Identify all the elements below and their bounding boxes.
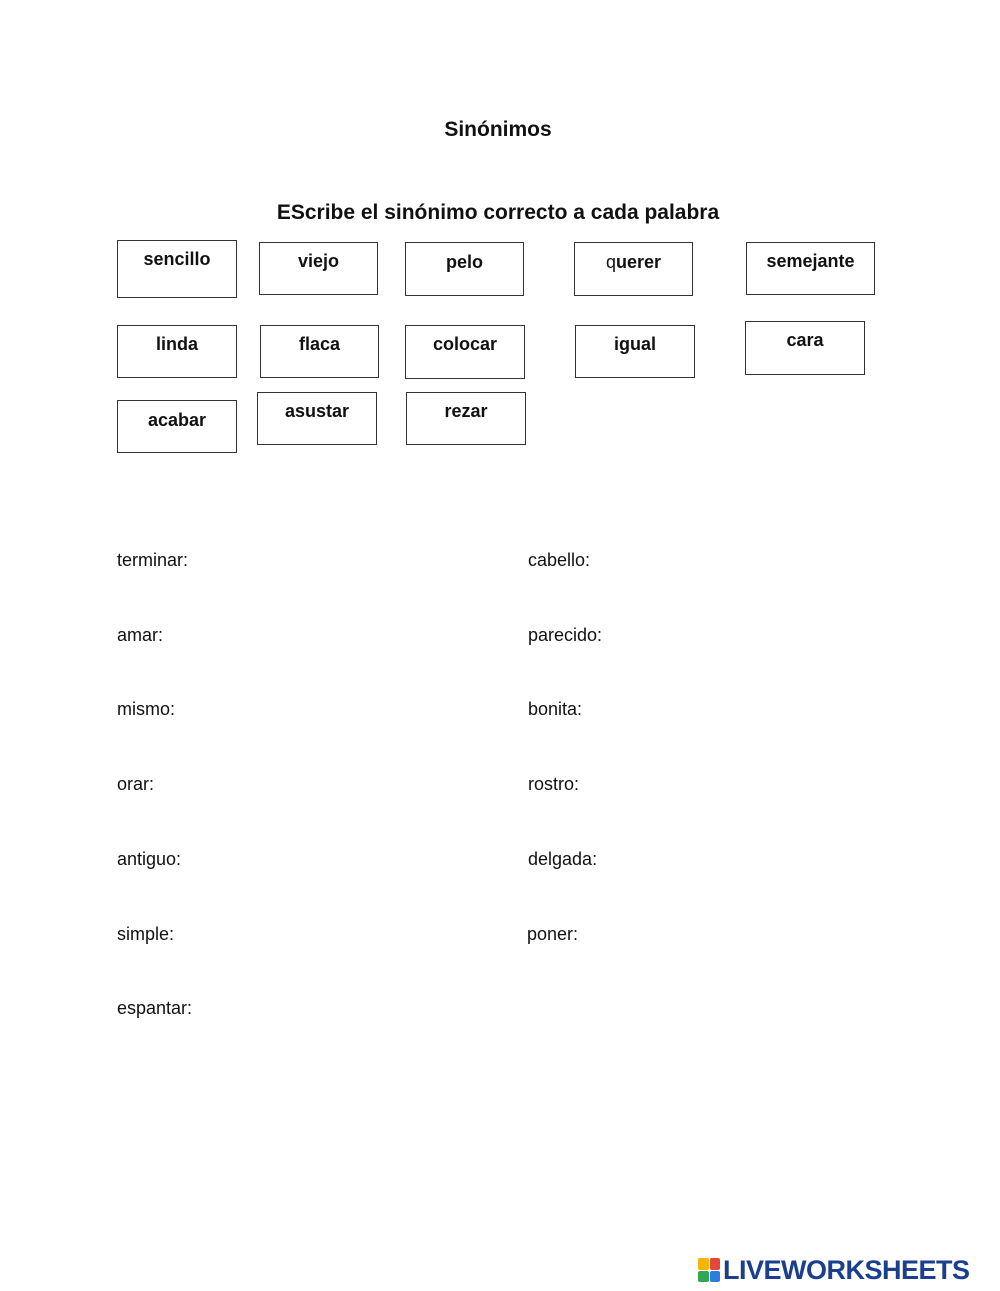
word-label: sencillo xyxy=(143,249,211,269)
word-label: linda xyxy=(155,334,198,354)
word-box-sencillo xyxy=(117,240,237,298)
word-box-viejo xyxy=(259,242,378,295)
logo-square-red xyxy=(710,1258,721,1270)
word-label: uerer xyxy=(615,252,662,272)
answer-input-cabello[interactable] xyxy=(602,547,892,573)
word-box-igual xyxy=(575,325,695,378)
question-label-delgada: delgada: xyxy=(528,849,598,869)
logo-text: LIVEWORKSHEETS xyxy=(723,1254,970,1285)
logo-square-blue xyxy=(710,1271,721,1283)
word-label: rezar xyxy=(444,401,488,421)
question-label-parecido: parecido: xyxy=(528,625,603,645)
answer-input-delgada[interactable] xyxy=(610,846,890,872)
word-box-asustar xyxy=(257,392,377,445)
answer-input-bonita[interactable] xyxy=(593,696,883,722)
word-label: semejante xyxy=(766,251,855,271)
question-label-amar: amar: xyxy=(117,625,164,645)
question-label-terminar: terminar: xyxy=(117,550,189,570)
word-box-pelo xyxy=(405,242,524,296)
liveworksheets-logo-icon xyxy=(698,1258,720,1282)
liveworksheets-logo xyxy=(698,1255,970,1285)
word-box-querer xyxy=(574,242,693,296)
word-label: asustar xyxy=(284,401,350,421)
question-label-poner: poner: xyxy=(527,924,579,944)
question-label-mismo: mismo: xyxy=(117,699,175,719)
logo-square-yellow xyxy=(698,1258,709,1270)
word-box-colocar xyxy=(405,325,525,379)
answer-input-amar[interactable] xyxy=(173,622,473,648)
answer-input-simple[interactable] xyxy=(185,921,475,947)
worksheet-title: Sinónimos xyxy=(444,118,552,141)
word-label: cara xyxy=(786,330,824,350)
answer-input-parecido[interactable] xyxy=(614,622,894,648)
word-label: colocar xyxy=(432,334,498,354)
word-label: pelo xyxy=(445,252,483,272)
word-box-semejante xyxy=(746,242,875,295)
word-box-acabar xyxy=(117,400,237,453)
word-box-linda xyxy=(117,325,237,378)
answer-input-orar[interactable] xyxy=(164,771,464,797)
logo-square-green xyxy=(698,1271,709,1283)
question-label-espantar: espantar: xyxy=(117,998,193,1018)
word-box-cara xyxy=(745,321,865,375)
answer-input-antiguo[interactable] xyxy=(193,846,483,872)
answer-input-terminar[interactable] xyxy=(200,547,490,573)
word-box-rezar xyxy=(406,392,526,445)
question-label-antiguo: antiguo: xyxy=(117,849,182,869)
word-label: igual xyxy=(613,334,656,354)
answer-input-mismo[interactable] xyxy=(186,696,476,722)
question-label-cabello: cabello: xyxy=(528,550,591,570)
answer-input-rostro[interactable] xyxy=(590,771,880,797)
word-box-flaca xyxy=(260,325,379,378)
question-label-bonita: bonita: xyxy=(528,699,583,719)
word-label: flaca xyxy=(298,334,341,354)
question-label-simple: simple: xyxy=(117,924,175,944)
question-label-orar: orar: xyxy=(117,774,155,794)
word-label: acabar xyxy=(147,410,207,430)
word-label: viejo xyxy=(297,251,340,271)
worksheet-instruction: EScribe el sinónimo correcto a cada palabra xyxy=(276,201,720,224)
question-label-rostro: rostro: xyxy=(528,774,580,794)
word-label-lead: q xyxy=(605,252,616,272)
answer-input-poner[interactable] xyxy=(589,921,879,947)
answer-input-espantar[interactable] xyxy=(205,995,495,1021)
